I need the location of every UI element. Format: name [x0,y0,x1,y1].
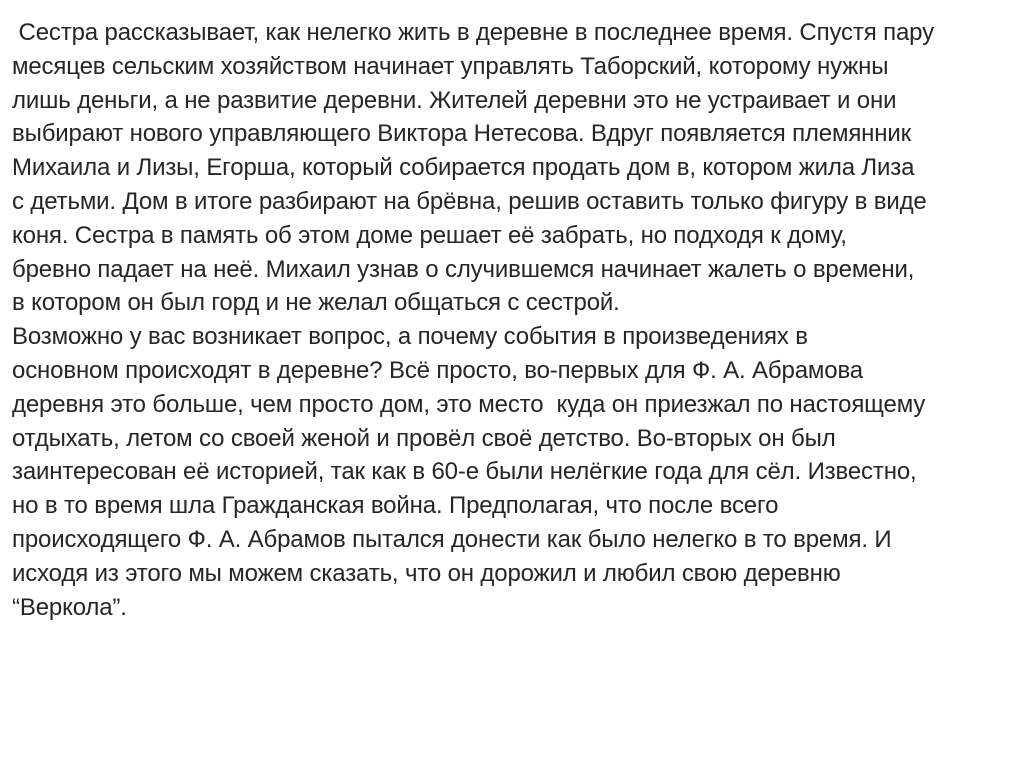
text-line: месяцев сельским хозяйством начинает управлять Таборский, которому нужны [12,52,889,80]
paragraph-1 [12,16,1016,320]
text-line: основном происходят в деревне? Всё просто, во-первых для Ф. А. Абрамова [12,356,863,384]
text-line: заинтересован её историей, так как в 60-е были нелёгкие года для сёл. Известно, [12,458,917,486]
text-line: в котором он был горд и не желал общаться с сестрой. [12,289,620,317]
text-line: деревня это больше, чем просто дом, это место куда он приезжал по настоящему [12,390,926,418]
text-line: коня. Сестра в память об этом доме решает её забрать, но подходя к дому, [12,221,847,249]
body-text [12,16,1016,624]
text-line: лишь деньги, а не развитие деревни. Жителей деревни это не устраивает и они [12,86,897,114]
text-line: бревно падает на неё. Михаил узнав о случившемся начинает жалеть о времени, [12,255,915,283]
paragraph-2 [12,320,1016,624]
text-line: с детьми. Дом в итоге разбирают на брёвна, решив оставить только фигуру в виде [12,187,927,215]
text-line: Михаила и Лизы, Егорша, который собирается продать дом в, котором жила Лиза [12,154,915,182]
text-line: выбирают нового управляющего Виктора Нетесова. Вдруг появляется племянник [12,120,911,148]
text-line: Сестра рассказывает, как нелегко жить в деревне в последнее время. Спустя пару [12,19,934,46]
text-line: происходящего Ф. А. Абрамов пытался донести как было нелегко в то время. И [12,525,892,553]
text-line: “Веркола”. [12,593,127,621]
text-line: отдыхать, летом со своей женой и провёл своё детство. Во-вторых он был [12,424,836,452]
text-line: но в то время шла Гражданская война. Предполагая, что после всего [12,492,779,520]
text-line: исходя из этого мы можем сказать, что он дорожил и любил свою деревню [12,559,841,587]
text-line: Возможно у вас возникает вопрос, а почему события в произведениях в [12,323,808,351]
